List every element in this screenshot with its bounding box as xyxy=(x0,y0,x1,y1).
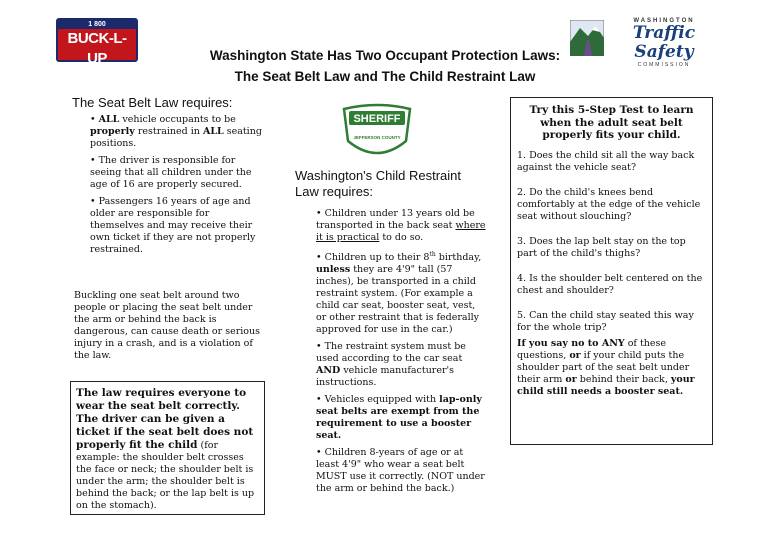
list-item: • Children 8-years of age or at least 4'9" who wear a seat belt MUST use it correctly. (NOT under the arm or behind the back.) xyxy=(316,447,485,495)
sheriff-badge-title: SHERIFF xyxy=(353,113,401,125)
test-question: 2. Do the child's knees bend comfortably at the edge of the vehicle seat without slouching? xyxy=(517,186,701,222)
wtsc-wordmark xyxy=(608,18,720,68)
seat-belt-list xyxy=(90,114,262,261)
wtsc-line1: WASHINGTON xyxy=(633,18,695,24)
test-question: 3. Does the lap belt stay on the top part of the child's thighs? xyxy=(517,235,686,259)
title-line1: Washington State Has Two Occupant Protection Laws: xyxy=(209,48,561,63)
buckle-logo-number: 1 800 xyxy=(58,20,136,29)
test-conclusion: If you say no to ANY of these questions, or if your child puts the shoulder part of the seat belt under their arm or behind their back, your child still needs a booster seat. xyxy=(517,337,695,397)
law-box-text: (for example: the shoulder belt crosses the face or neck; the shoulder belt is under the arm; the shoulder belt is behind the back; or the lap belt is up on the stomach). xyxy=(76,440,255,511)
sheriff-badge-county: JEFFERSON COUNTY xyxy=(353,135,401,140)
sheriff-badge-icon xyxy=(340,103,414,163)
list-item: • Passengers 16 years of age and older are responsible for themselves and may receive their own ticket if they are not properly restrained. xyxy=(90,196,256,255)
test-question: 1. Does the child sit all the way back against the vehicle seat? xyxy=(517,149,695,173)
child-restraint-list xyxy=(316,208,488,500)
wtsc-line3: COMMISSION xyxy=(637,62,691,68)
page-title xyxy=(160,45,610,87)
test-question: 4. Is the shoulder belt centered on the chest and shoulder? xyxy=(517,272,703,296)
child-restraint-heading: Washington's Child Restraint Law requires: xyxy=(295,168,462,199)
list-item: • Children up to their 8th birthday, unless they are 4'9" tall (57 inches), be transported in a child restraint system. (For example a child car seat, booster seat, vest, or other restraint that is federally approved for use in the car.) xyxy=(316,251,482,336)
seat-belt-heading: The Seat Belt Law requires: xyxy=(72,95,233,110)
list-item: • Children under 13 years old be transported in the back seat where it is practical to do so. xyxy=(316,208,486,243)
title-line2: The Seat Belt Law and The Child Restraint Law xyxy=(234,69,536,84)
list-item: • The restraint system must be used according to the car seat AND vehicle manufacturer's instructions. xyxy=(316,341,466,389)
test-question: 5. Can the child stay seated this way for the whole trip? xyxy=(517,309,694,333)
buckle-up-logo xyxy=(56,18,138,74)
list-item: • Vehicles equipped with lap-only seat belts are exempt from the requirement to use a booster seat. xyxy=(316,394,482,442)
list-item: • The driver is responsible for seeing that all children under the age of 16 are properly secured. xyxy=(90,155,252,190)
five-step-test-title: Try this 5-Step Test to learn when the adult seat belt properly fits your child. xyxy=(529,104,694,141)
buckle-logo-text: BUCK-L-UP xyxy=(67,30,127,67)
buckle-logo-subtext: SAFETY RESTRAINT COALITION xyxy=(65,69,129,74)
five-step-test-box xyxy=(510,97,713,445)
wtsc-line2: Traffic Safety xyxy=(632,23,696,62)
law-box-bold-text: The law requires everyone to wear the seat belt correctly. The driver can be given a ticket if the seat belt does not properly fit the child xyxy=(76,387,254,451)
law-requirement-box xyxy=(70,381,265,515)
seat-belt-warning-paragraph: Buckling one seat belt around two people or placing the seat belt under the arm or behind the back is dangerous, can cause death or serious injury in a crash, and is a violation of the law. xyxy=(74,290,260,361)
list-item: • ALL vehicle occupants to be properly restrained in ALL seating positions. xyxy=(90,114,262,149)
